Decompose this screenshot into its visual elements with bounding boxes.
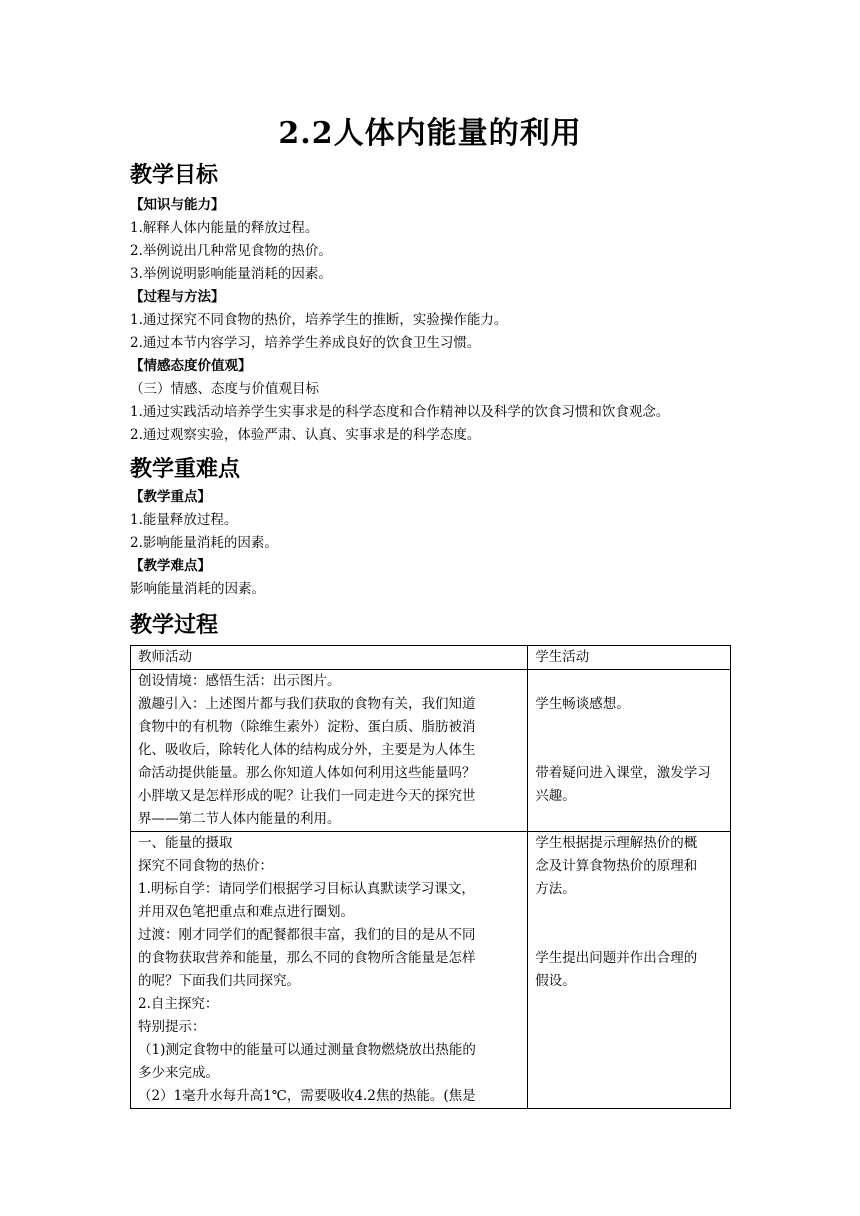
teacher-activity-cell: [131, 670, 528, 832]
key-points-heading: 教学重难点: [130, 457, 241, 482]
cell-text-line: 兴趣。: [535, 788, 576, 804]
text-line: 1.能量释放过程。: [130, 512, 238, 528]
subsection-label: 【教学重点】: [130, 489, 211, 505]
cell-text-line: [535, 670, 723, 693]
cell-text-line: 食物中的有机物（除维生素外）淀粉、蛋白质、脂肪被消: [138, 719, 476, 735]
teaching-process-table: [130, 645, 731, 1109]
subsection-label: 【过程与方法】: [130, 289, 225, 305]
cell-text-line: 的食物获取营养和能量，那么不同的食物所含能量是怎样: [138, 950, 476, 966]
cell-text-line: 学生提出问题并作出合理的: [535, 950, 698, 966]
process-heading: 教学过程: [130, 613, 219, 638]
key-points-list: [130, 486, 740, 601]
cell-text-line: 2.自主探究：: [138, 996, 219, 1012]
header-teacher-activity: 教师活动: [131, 646, 528, 670]
table-row: [131, 832, 731, 1109]
student-activity-cell: [528, 670, 731, 832]
text-line: 1.通过探究不同食物的热价，培养学生的推断，实验操作能力。: [130, 312, 508, 328]
cell-text-line: 学生畅谈感想。: [535, 696, 630, 712]
header-student-activity: 学生活动: [528, 646, 731, 670]
cell-text-line: 学生根据提示理解热价的概: [535, 835, 698, 851]
cell-text-line: [535, 924, 723, 947]
cell-text-line: 1.明标自学：请同学们根据学习目标认真默读学习课文，: [138, 881, 475, 897]
text-line: 3.举例说明影响能量消耗的因素。: [130, 266, 332, 282]
cell-text-line: 并用双色笔把重点和难点进行圈划。: [138, 904, 354, 920]
cell-text-line: （2）1毫升水每升高1℃，需要吸收4.2焦的热能。(焦是: [138, 1088, 476, 1104]
text-line: 1.解释人体内能量的释放过程。: [130, 220, 319, 236]
text-line: 2.通过观察实验，体验严肃、认真、实事求是的科学态度。: [130, 427, 481, 443]
cell-text-line: 多少来完成。: [138, 1065, 219, 1081]
cell-text-line: 假设。: [535, 973, 576, 989]
subsection-label: 【知识与能力】: [130, 197, 225, 213]
cell-text-line: [535, 739, 723, 762]
cell-text-line: 过渡：刚才同学们的配餐都很丰富，我们的目的是从不同: [138, 927, 476, 943]
text-line: （三）情感、态度与价值观目标: [130, 381, 319, 397]
cell-text-line: 特别提示：: [138, 1019, 206, 1035]
objectives-list: [130, 194, 740, 447]
text-line: 影响能量消耗的因素。: [130, 581, 265, 597]
cell-text-line: 创设情境：感悟生活：出示图片。: [138, 673, 341, 689]
cell-text-line: （1)测定食物中的能量可以通过测量食物燃烧放出热能的: [138, 1042, 476, 1058]
cell-text-line: 命活动提供能量。那么你知道人体如何利用这些能量吗？: [138, 765, 476, 781]
cell-text-line: 带着疑问进入课堂，激发学习: [535, 765, 711, 781]
cell-text-line: 小胖墩又是怎样形成的呢？让我们一同走进今天的探究世: [138, 788, 476, 804]
table-row: [131, 670, 731, 832]
student-activity-cell: [528, 832, 731, 1109]
text-line: 2.影响能量消耗的因素。: [130, 535, 278, 551]
cell-text-line: 探究不同食物的热价：: [138, 858, 273, 874]
cell-text-line: [535, 901, 723, 924]
subsection-label: 【教学难点】: [130, 558, 211, 574]
cell-text-line: 念及计算食物热价的原理和: [535, 858, 698, 874]
cell-text-line: 的呢？下面我们共同探究。: [138, 973, 300, 989]
table-header-row: [131, 646, 731, 670]
cell-text-line: 一、能量的摄取: [138, 835, 233, 851]
cell-text-line: 界——第二节人体内能量的利用。: [138, 811, 341, 827]
page-title: 2.2人体内能量的利用: [278, 116, 582, 151]
cell-text-line: 激趣引入：上述图片都与我们获取的食物有关，我们知道: [138, 696, 476, 712]
subsection-label: 【情感态度价值观】: [130, 358, 252, 374]
text-line: 2.通过本节内容学习，培养学生养成良好的饮食卫生习惯。: [130, 335, 481, 351]
cell-text-line: 化、吸收后，除转化人体的结构成分外，主要是为人体生: [138, 742, 476, 758]
cell-text-line: [535, 716, 723, 739]
objectives-heading: 教学目标: [130, 163, 219, 188]
teacher-activity-cell: [131, 832, 528, 1109]
text-line: 1.通过实践活动培养学生实事求是的科学态度和合作精神以及科学的饮食习惯和饮食观念。: [130, 404, 670, 420]
text-line: 2.举例说出几种常见食物的热价。: [130, 243, 332, 259]
cell-text-line: 方法。: [535, 881, 576, 897]
